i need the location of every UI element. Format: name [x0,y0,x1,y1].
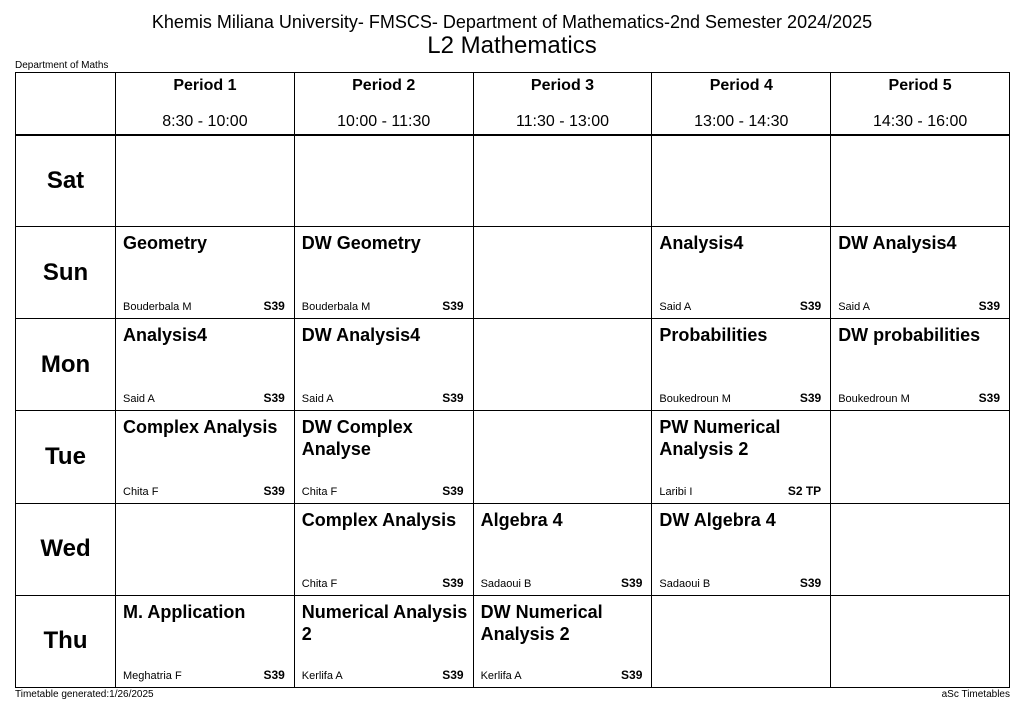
day-row [16,135,1010,227]
period-name: Period 5 [888,77,952,94]
room-label: S39 [621,575,643,590]
teacher-name: Chita F [301,485,338,498]
period-name: Period 1 [173,77,237,94]
room-label: S39 [799,299,822,314]
lesson-cell [652,411,831,503]
subject-name: DW probabilities [838,325,981,346]
period-name: Period 3 [530,77,595,94]
teacher-name: Bouderbala M [123,301,192,314]
lesson-cell [116,227,295,319]
subject-name: M. Application [123,601,246,622]
teacher-name: Sadaoui B [659,577,711,590]
period-header [831,73,1010,135]
subject-name: DW Analysis4 [301,325,421,346]
subject-name: Numerical Analysis 2 [301,601,468,644]
lesson-cell [294,595,473,687]
day-label: Wed [16,503,116,595]
room-label: S39 [442,391,464,406]
teacher-name: Chita F [301,577,338,590]
day-row [16,595,1010,687]
lesson-cell [294,227,473,319]
empty-cell [831,411,1010,503]
period-header [652,73,831,135]
empty-cell [473,227,652,319]
lesson-cell [652,319,831,411]
day-row [16,411,1010,503]
subject-name: DW Complex Analyse [301,417,413,460]
room-label: S39 [442,575,464,590]
subject-name: DW Numerical Analysis 2 [480,601,603,644]
room-label: S39 [621,668,643,682]
page-title: Khemis Miliana University- FMSCS- Department of Mathematics-2nd Semester 2024/2025 [151,12,873,32]
lesson-cell [294,319,473,411]
period-time: 14:30 - 16:00 [872,113,968,130]
room-label: S39 [978,299,1000,314]
day-label: Sat [16,135,116,227]
room-label: S39 [263,483,285,498]
period-name: Period 4 [709,77,773,94]
subject-name: DW Algebra 4 [659,509,776,530]
lesson-cell [116,595,295,687]
room-label: S39 [442,299,464,314]
day-row [16,227,1010,319]
lesson-cell [116,319,295,411]
room-label: S39 [442,483,464,498]
subject-name: Analysis4 [123,325,208,346]
teacher-name: Chita F [123,485,159,498]
timetable-body [16,135,1010,688]
lesson-cell [116,411,295,503]
teacher-name: Laribi I [659,485,693,498]
teacher-name: Bouderbala M [301,301,371,314]
room-label: S39 [263,668,285,682]
class-title: L2 Mathematics [427,32,597,59]
teacher-name: Said A [301,393,334,406]
subject-name: Complex Analysis [301,509,457,530]
empty-cell [473,411,652,503]
empty-cell [473,319,652,411]
teacher-name: Said A [838,301,870,314]
period-header [473,73,652,135]
generated-date: Timetable generated:1/26/2025 [15,689,154,700]
lesson-cell [831,319,1010,411]
day-row [16,503,1010,595]
lesson-cell [473,595,652,687]
empty-cell [294,135,473,227]
lesson-cell [473,503,652,595]
department-label: Department of Maths [15,60,109,71]
period-time: 11:30 - 13:00 [515,113,610,130]
teacher-name: Meghatria F [123,670,182,682]
room-label: S39 [263,391,285,406]
software-credit: aSc Timetables [941,689,1010,700]
teacher-name: Sadaoui B [480,577,532,590]
teacher-name: Said A [659,301,692,314]
period-header [116,73,295,135]
period-time: 8:30 - 10:00 [162,113,248,130]
empty-cell [652,135,831,227]
empty-cell [473,135,652,227]
day-row [16,319,1010,411]
teacher-name: Kerlifa A [480,670,522,682]
subject-name: Algebra 4 [480,509,563,530]
period-name: Period 2 [352,77,416,94]
empty-cell [116,503,295,595]
subject-name: DW Geometry [301,233,421,254]
subject-name: Analysis4 [659,233,744,254]
period-header-row [16,73,1010,135]
lesson-cell [652,503,831,595]
subject-name: Complex Analysis [123,417,278,438]
lesson-cell [294,411,473,503]
room-label: S39 [799,575,822,590]
room-label: S39 [263,299,285,314]
teacher-name: Said A [123,393,155,406]
subject-name: Probabilities [659,325,768,346]
subject-name: PW Numerical Analysis 2 [659,417,781,460]
subject-name: Geometry [123,233,208,254]
lesson-cell [652,227,831,319]
empty-cell [831,135,1010,227]
empty-cell [652,595,831,687]
period-time: 10:00 - 11:30 [337,113,431,130]
period-time: 13:00 - 14:30 [694,113,789,130]
empty-cell [831,595,1010,687]
day-label: Tue [16,411,116,503]
lesson-cell [294,503,473,595]
room-label: S39 [978,391,1000,406]
corner-cell [16,73,116,135]
day-label: Sun [16,227,116,319]
teacher-name: Boukedroun M [659,393,731,406]
teacher-name: Boukedroun M [838,393,910,406]
day-label: Thu [16,595,116,687]
teacher-name: Kerlifa A [301,670,343,682]
subject-name: DW Analysis4 [838,233,957,254]
room-label: S2 TP [787,483,822,498]
room-label: S39 [442,668,464,682]
lesson-cell [831,227,1010,319]
empty-cell [831,503,1010,595]
timetable-grid [15,72,1010,688]
day-label: Mon [16,319,116,411]
empty-cell [116,135,295,227]
room-label: S39 [799,391,822,406]
period-header [294,73,473,135]
